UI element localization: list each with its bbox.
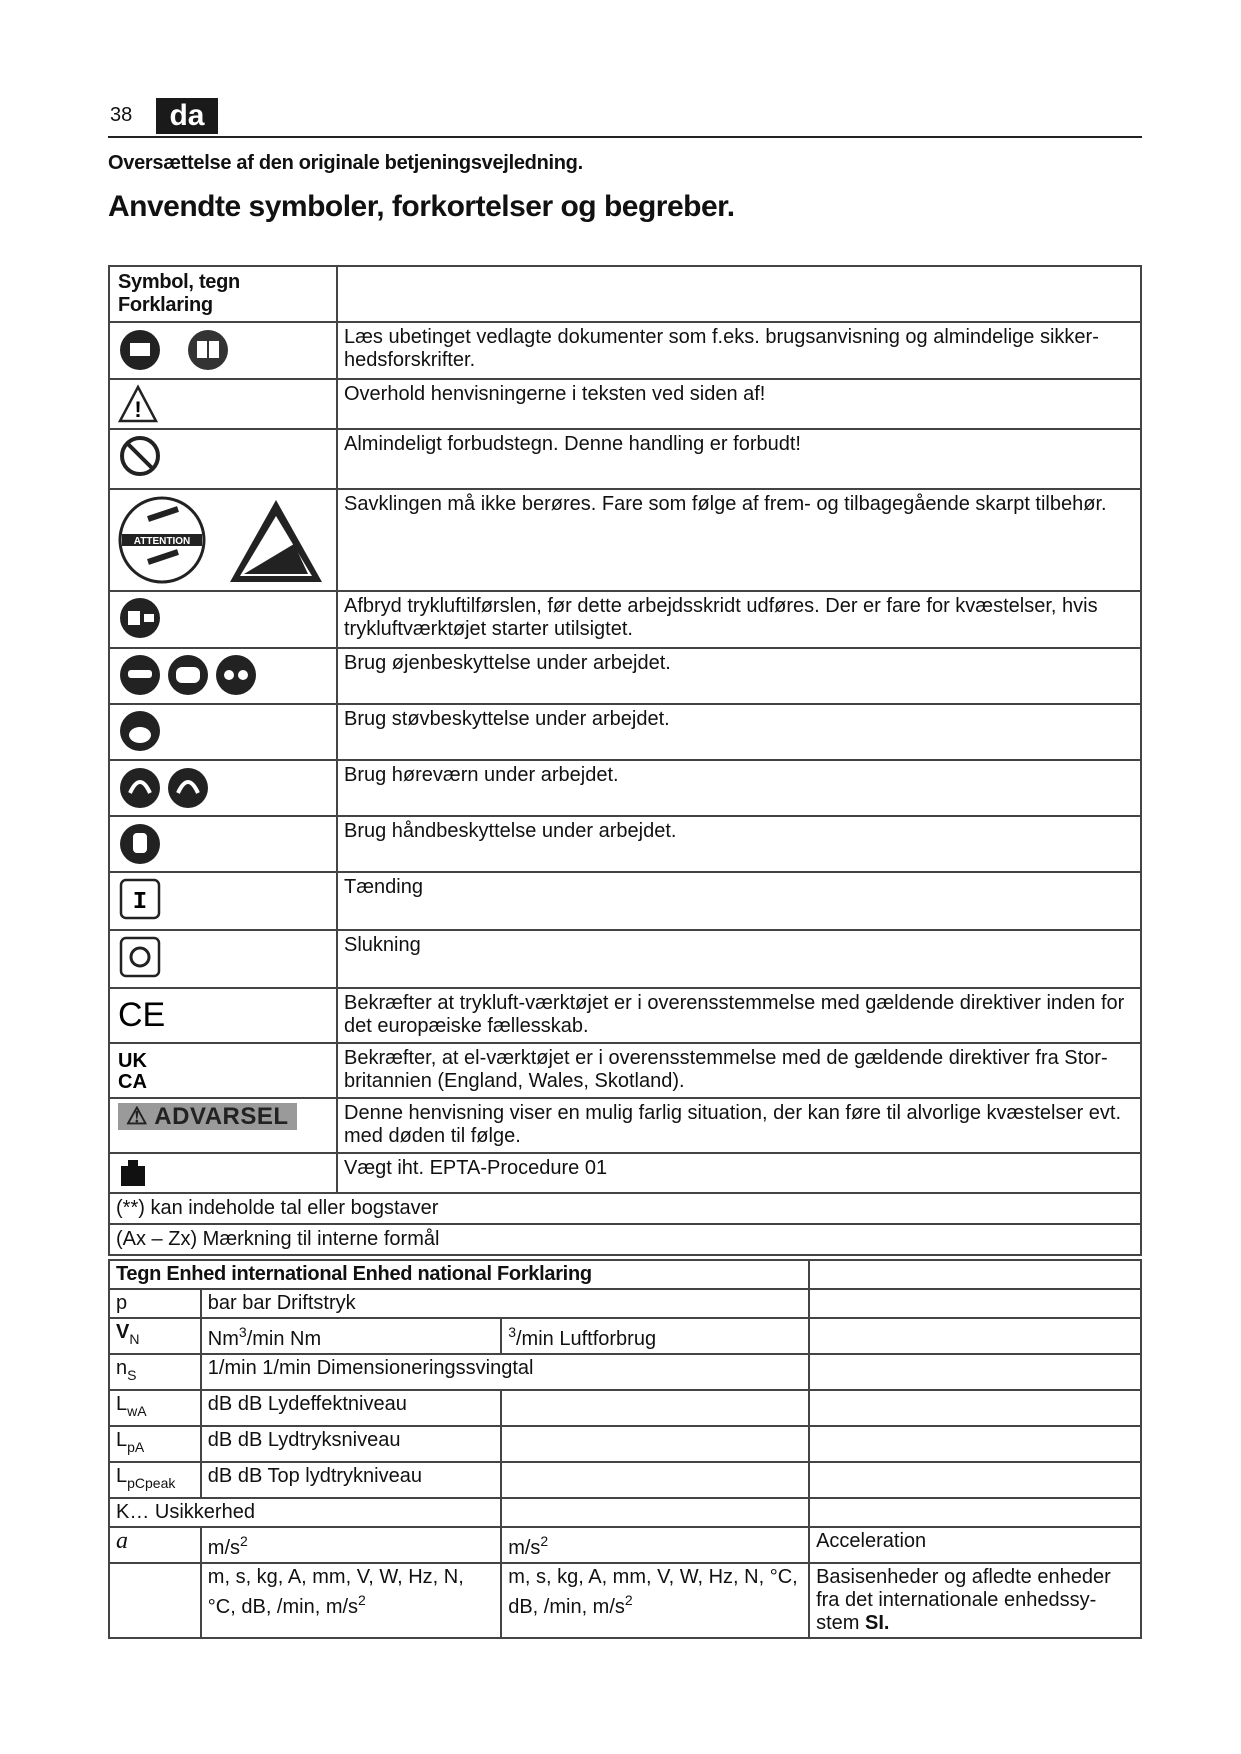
table-row	[109, 379, 1141, 429]
svg-text:!: !	[134, 397, 142, 422]
table-row	[109, 1098, 1141, 1153]
ce-mark-icon	[118, 993, 168, 1033]
table-row	[109, 816, 1141, 872]
table-row	[109, 988, 1141, 1043]
page-title: Anvendte symboler, forkortelser og begreber.	[108, 190, 735, 223]
disconnect-air-icon	[118, 596, 162, 640]
symbols-header: Symbol, tegn Forklaring	[109, 266, 337, 322]
weight-icon	[118, 1158, 148, 1188]
switch-off-icon	[118, 935, 162, 979]
table-row	[109, 591, 1141, 648]
table-row	[109, 872, 1141, 930]
row-text: Bekræfter, at el-værktøjet er i overensstemmelse med de gældende direktiver fra Stor-britannien (England, Wales, Skotland).	[337, 1043, 1141, 1098]
svg-text:CE: CE	[118, 996, 166, 1033]
table-row	[109, 489, 1141, 591]
eye-protection-icon	[118, 653, 258, 697]
table-header-row	[109, 266, 1141, 322]
attention-blade-icon	[118, 494, 328, 586]
units-header: Tegn Enhed international Enhed national Forklaring	[109, 1260, 809, 1289]
table-row: m, s, kg, A, mm, V, W, Hz, N, °C, dB, /min, $m/s^2$ m, s, kg, A, mm, V, W, Hz, N, °C, dB, /min, $m/s^2$ Basisenheder og afledte enheder fra det internationale enhedssy-stem SI.	[109, 1563, 1141, 1638]
table-row	[109, 704, 1141, 760]
row-text: Almindeligt forbudstegn. Denne handling er forbudt!	[337, 429, 1141, 489]
table-row	[109, 930, 1141, 988]
table-row: $L_{wA}$ dB dB Lydeffektniveau	[109, 1390, 1141, 1426]
row-text: Denne henvisning viser en mulig farlig situation, der kan føre til alvorlige kvæstelser evt. med døden til følge.	[337, 1098, 1141, 1153]
document-subtitle: Oversættelse af den originale betjeningsvejledning.	[108, 152, 583, 174]
table-row: $L_{pA}$ dB dB Lydtryksniveau	[109, 1426, 1141, 1462]
svg-text:I: I	[132, 889, 148, 916]
page-number: 38	[110, 104, 133, 126]
table-row: p bar bar Driftstryk	[109, 1289, 1141, 1318]
switch-on-icon	[118, 877, 162, 921]
table-row: K… Usikkerhed	[109, 1498, 1141, 1527]
svg-text:CA: CA	[118, 1071, 147, 1092]
svg-text:UK: UK	[118, 1050, 147, 1072]
glove-icon	[118, 821, 162, 867]
table-row	[109, 1043, 1141, 1098]
row-text: Bekræfter at trykluft-værktøjet er i overensstemmelse med gældende direktiver inden for det europæiske fællesskab.	[337, 988, 1141, 1043]
row-text: Slukning	[337, 930, 1141, 988]
row-text: Tænding	[337, 872, 1141, 930]
svg-text:ATTENTION: ATTENTION	[133, 536, 191, 547]
table-row: $n_S$ 1/min 1/min Dimensioneringssvingtal	[109, 1354, 1141, 1390]
table-row	[109, 648, 1141, 704]
table-row	[109, 429, 1141, 489]
table-row	[109, 1153, 1141, 1193]
footnote-row	[109, 1224, 1141, 1255]
footnote: (**) kan indeholde tal eller bogstaver	[109, 1193, 1141, 1224]
warning-triangle-icon	[118, 384, 158, 424]
row-text: Brug øjenbeskyttelse under arbejdet.	[337, 648, 1141, 704]
units-table	[108, 1259, 1142, 1639]
footnote-row	[109, 1193, 1141, 1224]
row-text: Brug håndbeskyttelse under arbejdet.	[337, 816, 1141, 872]
dust-mask-icon	[118, 709, 162, 753]
row-text: Overhold henvisningerne i teksten ved siden af!	[337, 379, 1141, 429]
table-row	[109, 322, 1141, 379]
footnote: (Ax – Zx) Mærkning til interne formål	[109, 1224, 1141, 1255]
symbols-table	[108, 265, 1142, 1256]
table-row	[109, 760, 1141, 816]
advarsel-badge-icon: ⚠ ADVARSEL	[118, 1103, 297, 1130]
ear-protection-icon	[118, 765, 210, 811]
table-row: a $m/s^2$ $m/s^2$ Acceleration	[109, 1527, 1141, 1563]
row-text: Afbryd trykluftilførslen, før dette arbejdsskridt udføres. Der er fare for kvæstelser, hvis trykluftværktøjet starter utilsigtet.	[337, 591, 1141, 648]
page-header	[108, 98, 1142, 138]
language-badge: da	[156, 98, 218, 134]
table-row: $L_{pCpeak}$ dB dB Top lydtrykniveau	[109, 1462, 1141, 1498]
table-row: $V_N$ Nm$^3$/min Nm $^3$/min Luftforbrug	[109, 1318, 1141, 1354]
row-text: Brug høreværn under arbejdet.	[337, 760, 1141, 816]
row-text: Savklingen må ikke berøres. Fare som følge af frem- og tilbagegående skarpt tilbehør.	[337, 489, 1141, 591]
ukca-mark-icon	[118, 1048, 158, 1092]
row-text: Vægt iht. EPTA-Procedure 01	[337, 1153, 1141, 1193]
prohibition-icon	[118, 434, 162, 478]
row-text: Læs ubetinget vedlagte dokumenter som f.eks. brugsanvisning og almindelige sikker-hedsforskrifter.	[337, 322, 1141, 379]
row-text: Brug støvbeskyttelse under arbejdet.	[337, 704, 1141, 760]
read-manual-icon	[118, 327, 228, 373]
table-header-row	[109, 1260, 1141, 1289]
